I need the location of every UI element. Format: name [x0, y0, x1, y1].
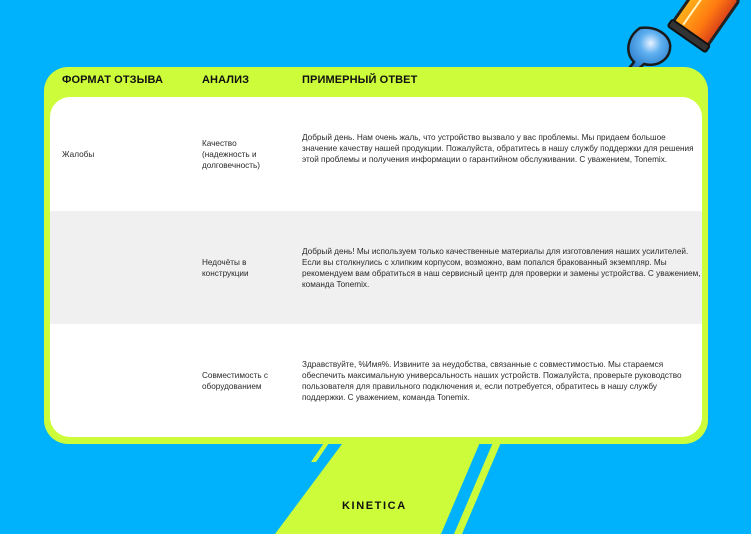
table-row	[50, 97, 702, 211]
row-answer: Добрый день! Мы используем только качественные материалы для изготовления наших усилителей. Если вы столкнулись с хлипким корпусом, возможно, вам попался бракованный экземпляр. Мы рекомендуем вам обратиться в наш сервисный центр для проверки и замены устройства. С уважением, команда Tonemix.	[302, 247, 701, 289]
row-answer: Здравствуйте, %Имя%. Извините за неудобства, связанные с совместимостью. Мы стараемся обеспечить максимальную универсальность наших устройств. Пожалуйста, проверьте руководство пользователя для правильного подключения и, если потребуется, обратитесь в нашу службу поддержки. С уважением, команда Tonemix.	[302, 360, 682, 402]
row-analysis: Совместимость с оборудованием	[202, 371, 268, 391]
row-format: Жалобы	[62, 150, 95, 159]
feedback-table-card	[44, 67, 708, 444]
header-analysis: АНАЛИЗ	[202, 74, 250, 86]
table-body	[50, 97, 702, 437]
table-header	[44, 67, 708, 97]
header-format: ФОРМАТ ОТЗЫВА	[62, 74, 164, 86]
header-answer: ПРИМЕРНЫЙ ОТВЕТ	[302, 74, 418, 86]
row-answer: Добрый день. Нам очень жаль, что устройство вызвало у вас проблемы. Мы придаем большое значение качеству нашей продукции. Пожалуйста, обратитесь в нашу службу поддержки для решения этой проблемы и получения информации о гарантийном обслуживании. С уважением, Tonemix.	[302, 133, 694, 164]
row-analysis: Недочёты в конструкции	[202, 258, 249, 278]
row-analysis: Качество (надежность и долговечность)	[202, 139, 261, 170]
table-row	[50, 211, 702, 324]
table-row	[50, 324, 702, 437]
brand-logo: KINETICA	[342, 500, 407, 512]
